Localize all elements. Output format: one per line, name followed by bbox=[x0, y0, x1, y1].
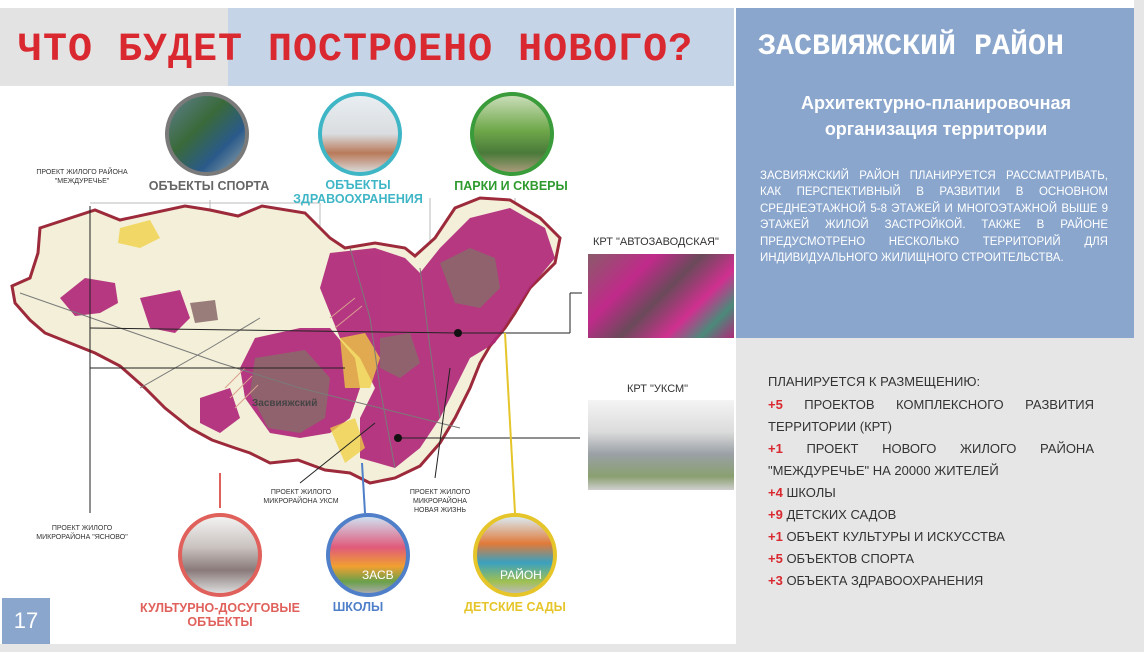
plan-text: ОБЪЕКТ КУЛЬТУРЫ И ИСКУССТВА bbox=[782, 529, 1005, 544]
district-subtitle: Архитектурно-планировочная организация территории bbox=[800, 93, 1072, 139]
plan-item bbox=[768, 548, 1094, 570]
district-description: ЗАСВИЯЖСКИЙ РАЙОН ПЛАНИРУЕТСЯ РАССМАТРИВАТЬ, КАК ПЕРСПЕКТИВНЫЙ В РАЗВИТИИ В ОСНОВНОМ СРЕДНЕЭТАЖНОЙ 5-8 ЭТАЖЕЙ И МНОГОЭТАЖНОЙ ВЫШЕ 9 ЭТАЖЕЙ ЖИЛОЙ ЗАСТРОЙКОЙ. ТАКЖЕ В РАЙОНЕ ПРЕДУСМОТРЕНО НЕСКОЛЬКО ТЕРРИТОРИЙ ДЛЯ ИНДИВИДУАЛЬНОГО ЖИЛИЩНОГО СТРОИТЕЛЬСТВА. bbox=[760, 170, 1108, 265]
culture-label: КУЛЬТУРНО-ДОСУГОВЫЕ ОБЪЕКТЫ bbox=[140, 601, 300, 629]
culture-icon bbox=[178, 513, 262, 597]
plan-heading: ПЛАНИРУЕТСЯ К РАЗМЕЩЕНИЮ: bbox=[768, 374, 981, 389]
plan-count: +3 bbox=[768, 573, 783, 588]
krt-uksm-render bbox=[588, 400, 734, 490]
plan-count: +5 bbox=[768, 551, 783, 566]
health-icon bbox=[318, 92, 402, 176]
park-icon bbox=[470, 92, 554, 176]
district-title: ЗАСВИЯЖСКИЙ РАЙОН bbox=[758, 30, 1065, 64]
plan-text: ПРОЕКТОВ КОМПЛЕКСНОГО РАЗВИТИЯ ТЕРРИТОРИИ (КРТ) bbox=[768, 397, 1094, 434]
plan-item bbox=[768, 482, 1094, 504]
overlay-text: РАЙОН bbox=[500, 568, 542, 582]
kindergarten-icon bbox=[473, 513, 557, 597]
school-icon bbox=[326, 513, 410, 597]
district-panel bbox=[736, 8, 1134, 338]
plan-list bbox=[768, 394, 1094, 592]
sport-icon bbox=[165, 92, 249, 176]
plan-text: ШКОЛЫ bbox=[782, 485, 836, 500]
map-marker bbox=[394, 434, 402, 442]
plan-count: +5 bbox=[768, 397, 783, 412]
map-marker bbox=[454, 329, 462, 337]
label-mezhdurechye: ПРОЕКТ ЖИЛОГО РАЙОНА "МЕЖДУРЕЧЬЕ" bbox=[36, 169, 128, 185]
parks-label: ПАРКИ И СКВЕРЫ bbox=[454, 179, 568, 193]
plan-text: ДЕТСКИХ САДОВ bbox=[782, 507, 897, 522]
kindergartens-label: ДЕТСКИЕ САДЫ bbox=[464, 600, 566, 614]
krt-avtozavodskaya-label: КРТ "АВТОЗАВОДСКАЯ" bbox=[593, 236, 719, 248]
plan-item bbox=[768, 504, 1094, 526]
title-bar bbox=[0, 8, 734, 86]
plan-count: +1 bbox=[768, 441, 783, 456]
sport-label: ОБЪЕКТЫ СПОРТА bbox=[148, 179, 270, 193]
health-label: ОБЪЕКТЫ ЗДРАВООХРАНЕНИЯ bbox=[293, 178, 423, 206]
district-map-name: Засвияжский bbox=[252, 398, 318, 409]
plan-count: +9 bbox=[768, 507, 783, 522]
label-novaya-zhizn: ПРОЕКТ ЖИЛОГО МИКРОРАЙОНА НОВАЯ ЖИЗНЬ bbox=[409, 489, 471, 514]
label-yasnovo: ПРОЕКТ ЖИЛОГО МИКРОРАЙОНА "ЯСНОВО" bbox=[36, 525, 128, 541]
label-uksm: ПРОЕКТ ЖИЛОГО МИКРОРАЙОНА УКСМ bbox=[263, 489, 339, 505]
plan-item bbox=[768, 394, 1094, 438]
plan-item bbox=[768, 570, 1094, 592]
page-number: 17 bbox=[2, 598, 50, 644]
plan-text: ОБЪЕКТА ЗДРАВООХРАНЕНИЯ bbox=[782, 573, 984, 588]
map-area bbox=[0, 88, 734, 644]
plan-text: ПРОЕКТ НОВОГО ЖИЛОГО РАЙОНА "МЕЖДУРЕЧЬЕ" НА 20000 ЖИТЕЛЕЙ bbox=[768, 441, 1094, 478]
plan-item bbox=[768, 526, 1094, 548]
plan-text: ОБЪЕКТОВ СПОРТА bbox=[782, 551, 915, 566]
krt-uksm-label: КРТ "УКСМ" bbox=[627, 383, 689, 395]
page-title: ЧТО БУДЕТ ПОСТРОЕНО НОВОГО? bbox=[18, 28, 694, 73]
schools-label: ШКОЛЫ bbox=[332, 600, 384, 614]
plan-count: +1 bbox=[768, 529, 783, 544]
plan-item bbox=[768, 438, 1094, 482]
krt-avtozavodskaya-map bbox=[588, 254, 734, 338]
plan-panel bbox=[736, 338, 1134, 644]
plan-count: +4 bbox=[768, 485, 783, 500]
overlay-text: ЗАСВ bbox=[362, 568, 394, 582]
kindergartens-connector bbox=[505, 333, 515, 513]
